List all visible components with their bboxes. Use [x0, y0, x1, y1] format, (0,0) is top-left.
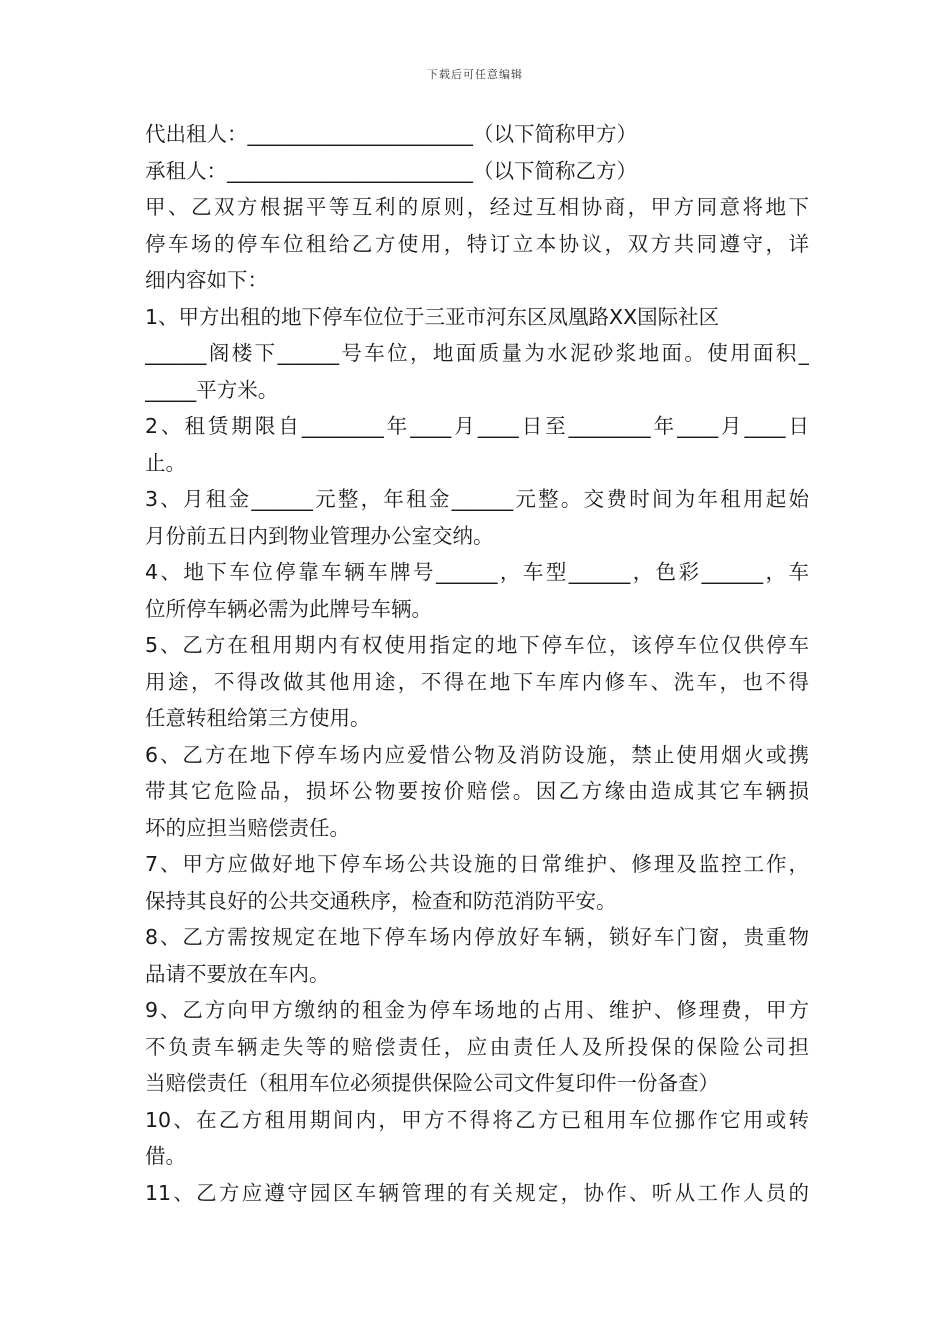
contract-line: 借。 [145, 1144, 186, 1168]
contract-line: 任意转租给第三方使用。 [145, 706, 371, 730]
contract-line: 带其它危险品，损坏公物要按价赔偿。因乙方缘由造成其它车辆损 [145, 779, 809, 803]
contract-line: 10、在乙方租用期间内，甲方不得将乙方已租用车位挪作它用或转 [145, 1107, 809, 1132]
contract-line: 9、乙方向甲方缴纳的租金为停车场地的占用、维护、修理费，甲方 [145, 998, 809, 1022]
page-header-note: 下载后可任意编辑 [427, 68, 523, 81]
contract-line: 月份前五日内到物业管理办公室交纳。 [145, 523, 494, 548]
contract-line: 坏的应担当赔偿责任。 [145, 815, 350, 840]
contract-line: 用途，不得改做其他用途，不得在地下车库内修车、洗车，也不得 [145, 669, 809, 694]
contract-line: 承租人：________________________（以下简称乙方） [145, 158, 637, 183]
contract-line: 2、租赁期限自________年____月____日至________年____月____日 [145, 414, 809, 438]
contract-line: 5、乙方在租用期内有权使用指定的地下停车位，该停车位仅供停车 [145, 633, 809, 657]
contract-line: 保持其良好的公共交通秩序，检查和防范消防平安。 [145, 888, 617, 913]
contract-line: 品请不要放在车内。 [145, 961, 330, 986]
contract-line: ______阁楼下______号车位，地面质量为水泥砂浆地面。使用面积_ [145, 341, 809, 365]
contract-line: 当赔偿责任（租用车位必须提供保险公司文件复印件一份备查） [145, 1071, 719, 1095]
contract-line: 不负责车辆走失等的赔偿责任，应由责任人及所投保的保险公司担 [145, 1034, 809, 1059]
contract-line: 代出租人：______________________（以下简称甲方） [145, 122, 637, 146]
contract-line: 6、乙方在地下停车场内应爱惜公物及消防设施，禁止使用烟火或携 [145, 742, 809, 767]
contract-line: 1、甲方出租的地下停车位位于三亚市河东区凤凰路XX国际社区 [145, 304, 720, 329]
contract-line: 11、乙方应遵守园区车辆管理的有关规定，协作、听从工作人员的 [145, 1180, 809, 1205]
contract-line: 位所停车辆必需为此牌号车辆。 [145, 596, 432, 621]
contract-line: 8、乙方需按规定在地下停车场内停放好车辆，锁好车门窗，贵重物 [145, 925, 809, 949]
contract-line: 止。 [145, 450, 186, 475]
contract-line: 停车场的停车位租给乙方使用，特订立本协议，双方共同遵守，详 [145, 231, 809, 256]
contract-line: 4、地下车位停靠车辆车牌号______，车型______，色彩______，车 [145, 560, 809, 584]
contract-line: 甲、乙双方根据平等互利的原则，经过互相协商，甲方同意将地下 [145, 195, 809, 219]
contract-line: 细内容如下： [145, 268, 268, 292]
contract-line: _____平方米。 [145, 377, 279, 402]
contract-line: 7、甲方应做好地下停车场公共设施的日常维护、修理及监控工作， [145, 852, 809, 876]
contract-line: 3、月租金______元整，年租金______元整。交费时间为年租用起始 [145, 487, 809, 511]
contract-body [145, 116, 809, 1211]
